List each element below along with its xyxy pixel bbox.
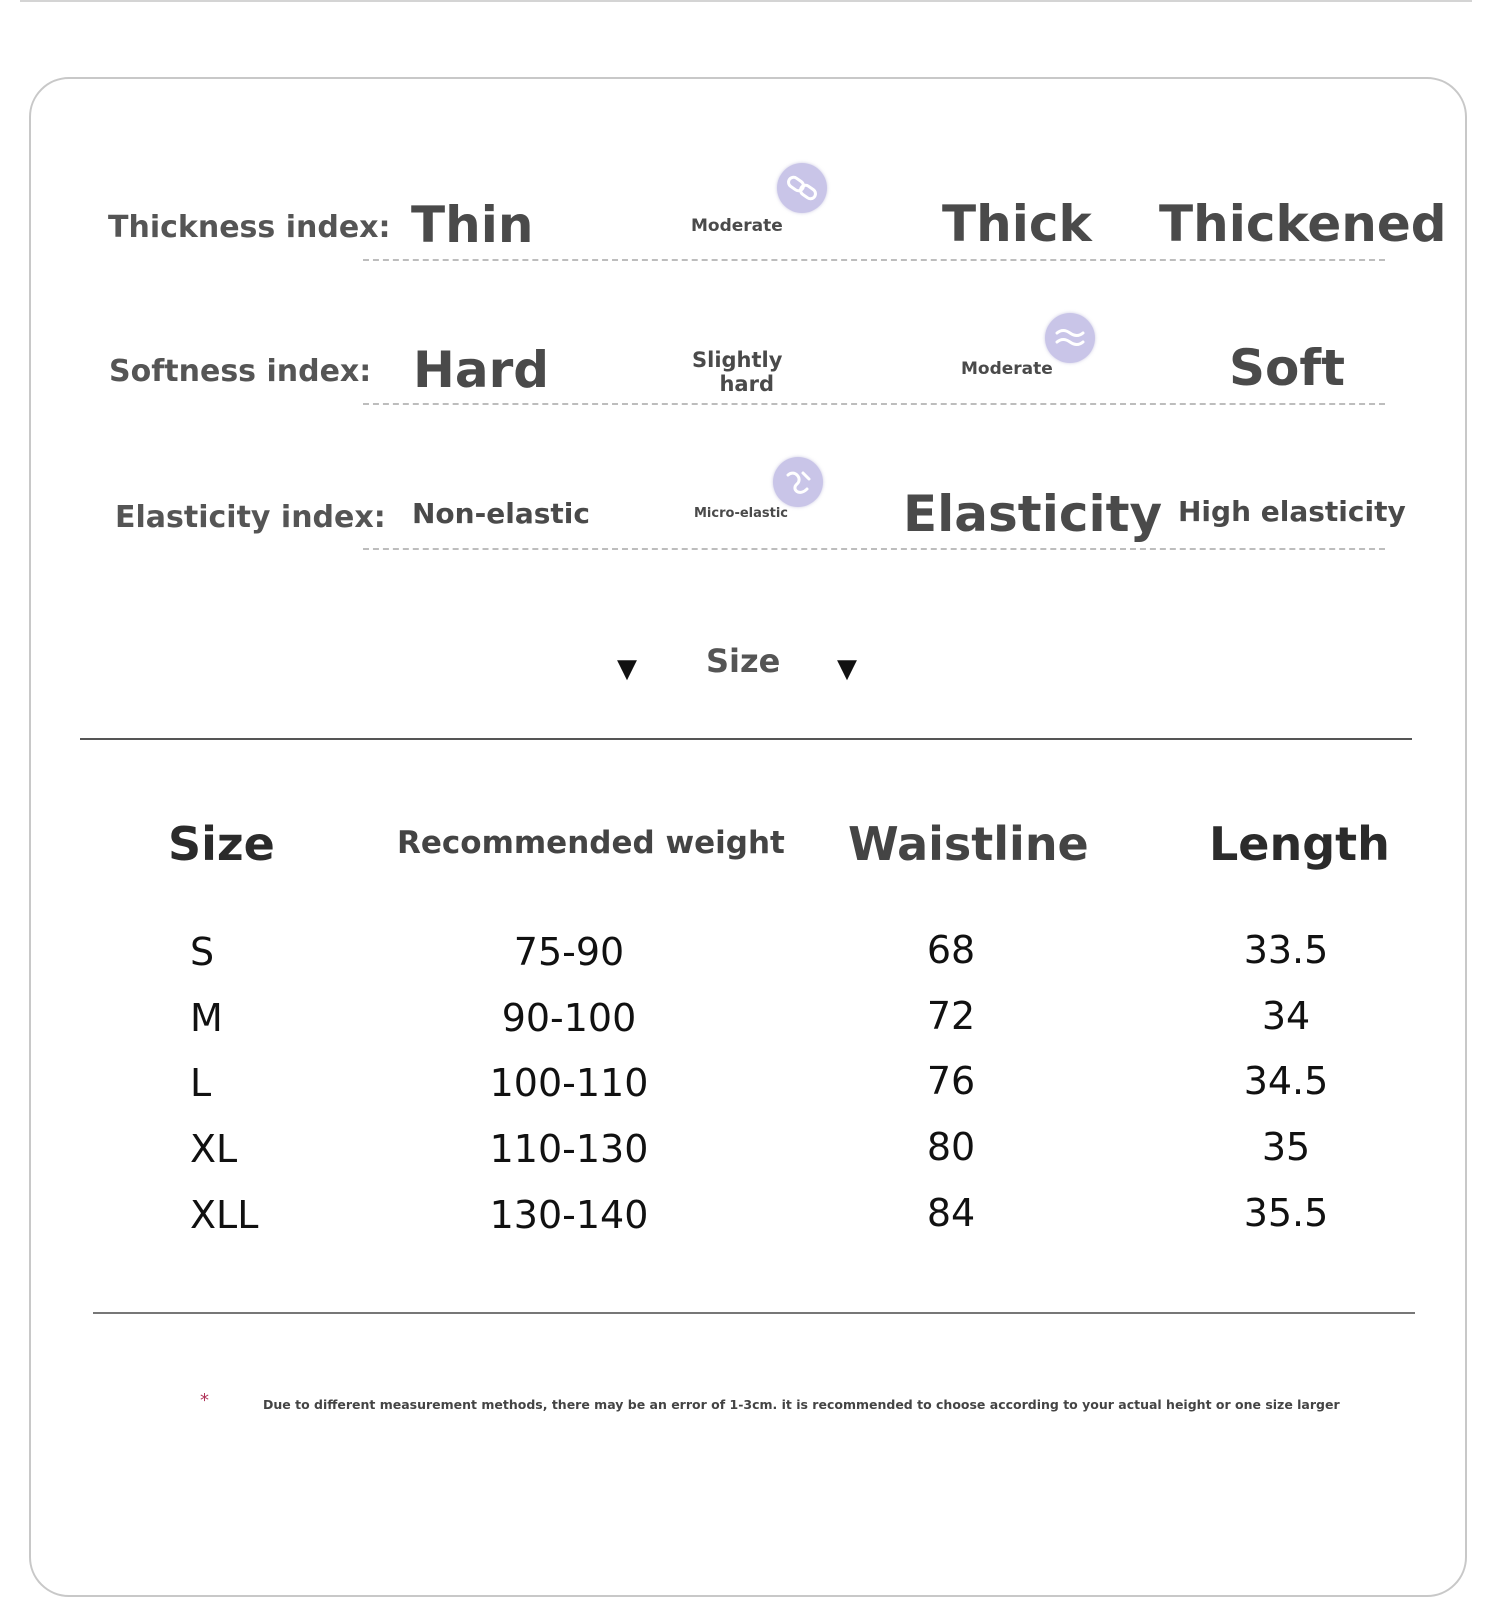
header-length: Length — [1209, 817, 1390, 871]
size-section-heading: Size — [706, 642, 781, 680]
cell-length: 34 — [1261, 994, 1311, 1038]
softness-option-soft: Soft — [1229, 339, 1346, 397]
softness-scale-line — [363, 403, 1385, 405]
cell-length: 35.5 — [1243, 1191, 1329, 1235]
cell-length: 34.5 — [1243, 1059, 1329, 1103]
cell-size: M — [190, 996, 223, 1040]
down-triangle-icon: ▼ — [617, 654, 637, 684]
table-top-divider — [80, 738, 1412, 740]
thickness-option-thick: Thick — [942, 195, 1092, 253]
cell-weight: 90-100 — [501, 996, 637, 1040]
elasticity-index-label: Elasticity index: — [115, 500, 386, 535]
softness-index-label: Softness index: — [109, 354, 372, 389]
cell-waistline: 72 — [926, 994, 976, 1038]
measurement-note: Due to different measurement methods, there may be an error of 1-3cm. it is recommended to choose according to your actual height or one size larger — [263, 1397, 1340, 1412]
cell-length: 35 — [1261, 1125, 1311, 1169]
elasticity-option-micro-elastic: Micro-elastic — [694, 506, 788, 521]
cell-size: XLL — [190, 1193, 259, 1237]
cell-waistline: 76 — [926, 1059, 976, 1103]
elasticity-option-non-elastic: Non-elastic — [412, 497, 590, 530]
cell-weight: 110-130 — [489, 1127, 649, 1171]
link-icon — [777, 163, 827, 213]
cell-size: L — [190, 1061, 212, 1105]
header-size: Size — [168, 817, 275, 871]
thickness-index-label: Thickness index: — [108, 210, 391, 245]
cell-waistline: 84 — [926, 1191, 976, 1235]
spring-icon — [773, 457, 823, 507]
cell-weight: 130-140 — [489, 1193, 649, 1237]
asterisk-icon: * — [200, 1390, 209, 1411]
softness-option-moderate: Moderate — [961, 359, 1053, 379]
cell-length: 33.5 — [1243, 928, 1329, 972]
cell-size: XL — [190, 1127, 238, 1171]
cell-weight: 75-90 — [513, 930, 625, 974]
cell-waistline: 80 — [926, 1125, 976, 1169]
cell-waistline: 68 — [926, 928, 976, 972]
thickness-option-moderate: Moderate — [691, 216, 783, 236]
softness-option-slightly-hard: Slightly hard — [692, 348, 783, 396]
elasticity-option-high-elasticity: High elasticity — [1178, 495, 1406, 528]
down-triangle-icon: ▼ — [837, 654, 857, 684]
header-waistline: Waistline — [848, 817, 1089, 871]
wave-icon — [1045, 313, 1095, 363]
thickness-option-thin: Thin — [411, 196, 534, 254]
cell-size: S — [190, 930, 215, 974]
elasticity-scale-line — [363, 548, 1385, 550]
header-recommended-weight: Recommended weight — [397, 825, 785, 861]
cell-weight: 100-110 — [489, 1061, 649, 1105]
top-divider — [20, 0, 1472, 2]
thickness-scale-line — [363, 259, 1385, 261]
elasticity-option-elasticity: Elasticity — [903, 485, 1163, 543]
table-bottom-divider — [93, 1312, 1415, 1314]
softness-option-hard: Hard — [413, 341, 550, 399]
thickness-option-thickened: Thickened — [1159, 195, 1447, 253]
